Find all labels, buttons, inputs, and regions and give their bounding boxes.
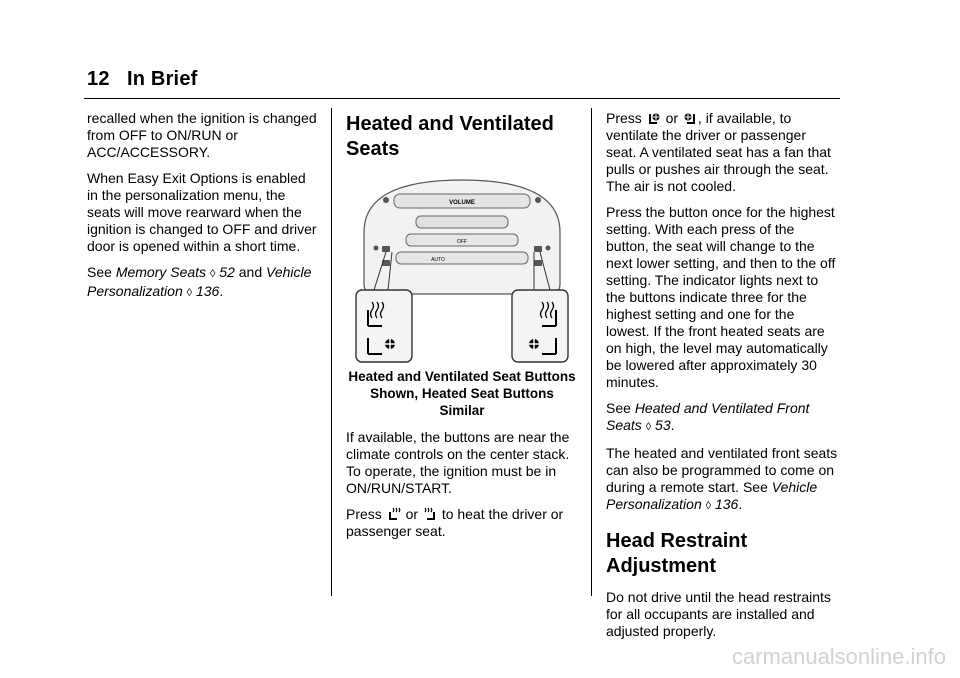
paragraph: If available, the buttons are near the climate controls on the center stack. To operate, the ignition must be in ON/RUN/START. — [346, 429, 570, 496]
press-label: Press — [346, 506, 382, 522]
paragraph: recalled when the ignition is changed from OFF to ON/RUN or ACC/ACCESSORY. — [87, 110, 317, 160]
volume-label: VOLUME — [449, 200, 475, 206]
xref-symbol: ◊ — [186, 287, 193, 299]
off-label: OFF — [457, 239, 467, 245]
xref-symbol: ◊ — [209, 268, 216, 280]
xref-symbol: ◊ — [705, 500, 712, 512]
paragraph: When Easy Exit Options is enabled in the personalization menu, the seats will move rearward when the ignition is changed to OFF and driver door is opened within a short time. — [87, 170, 317, 254]
or-label: or — [405, 506, 419, 522]
period: . — [670, 417, 675, 433]
column-2 — [346, 112, 578, 549]
see-label: See — [87, 264, 112, 280]
period: . — [219, 283, 224, 299]
cross-reference-paragraph — [87, 264, 319, 302]
and-label: and — [238, 264, 263, 280]
xref-link-vehicle-personalization[interactable]: Vehicle Personalization — [87, 264, 312, 299]
page-header — [87, 68, 198, 91]
remote-start-text: The heated and ventilated front seats can also be programmed to come on during a remote start. See — [606, 445, 838, 495]
column-1 — [87, 110, 319, 311]
column-divider-1 — [331, 108, 332, 596]
xref-link-heated-ventilated-front-seats[interactable]: Heated and Ventilated Front Seats — [606, 400, 810, 433]
ventilate-instruction-paragraph — [606, 110, 838, 195]
heat-instruction-paragraph — [346, 506, 578, 540]
xref-page[interactable]: 136 — [714, 496, 739, 512]
figure-caption: Heated and Ventilated Seat Buttons Shown, Heated Seat Buttons Similar — [348, 369, 576, 418]
auto-label: AUTO — [431, 257, 445, 263]
section-heading: Heated and Ventilated Seats — [346, 113, 554, 160]
watermark: carmanualsonline.info — [731, 644, 946, 669]
press-label: Press — [606, 110, 642, 126]
see-label: See — [606, 400, 631, 416]
paragraph: Press the button once for the highest setting. With each press of the button, the seat will change to the next lower setting, and then to the off setting. The indicator lights next to the buttons indicate three for the highest setting and one for the lowest. If the front heated seats are on high, the level may automatically be lowered after approximately 30 minutes. — [606, 204, 836, 390]
section-title: In Brief — [127, 68, 198, 90]
xref-link-vehicle-personalization[interactable]: Vehicle Personalization — [606, 479, 818, 512]
climate-panel-figure — [346, 172, 578, 364]
climate-panel-illustration — [346, 172, 578, 364]
period: . — [738, 496, 743, 512]
xref-symbol: ◊ — [645, 421, 652, 433]
header-rule — [84, 98, 840, 99]
driver-ventilated-seat-icon — [647, 111, 661, 125]
xref-page[interactable]: 53 — [655, 417, 671, 433]
xref-page[interactable]: 136 — [195, 283, 220, 299]
ventilate-instruction-text: , if available, to ventilate the driver or passenger seat. A ventilated seat has a fan that pulls or pushes air through the seat. The air is not cooled. — [606, 110, 831, 194]
passenger-ventilated-seat-icon — [683, 111, 697, 125]
passenger-heated-seat-icon — [423, 507, 437, 521]
or-label: or — [665, 110, 679, 126]
section-heading: Head Restraint Adjustment — [606, 530, 748, 577]
driver-heated-seat-icon — [387, 507, 401, 521]
column-3 — [606, 110, 838, 649]
remote-start-paragraph — [606, 445, 838, 515]
heat-instruction-text: to heat the driver or passenger seat. — [346, 506, 564, 539]
cross-reference-paragraph — [606, 400, 838, 436]
column-divider-2 — [591, 108, 592, 596]
xref-page[interactable]: 52 — [219, 264, 235, 280]
xref-link-memory-seats[interactable]: Memory Seats — [115, 264, 207, 280]
page-number: 12 — [87, 68, 110, 90]
paragraph: Do not drive until the head restraints for all occupants are installed and adjusted properly. — [606, 589, 831, 639]
